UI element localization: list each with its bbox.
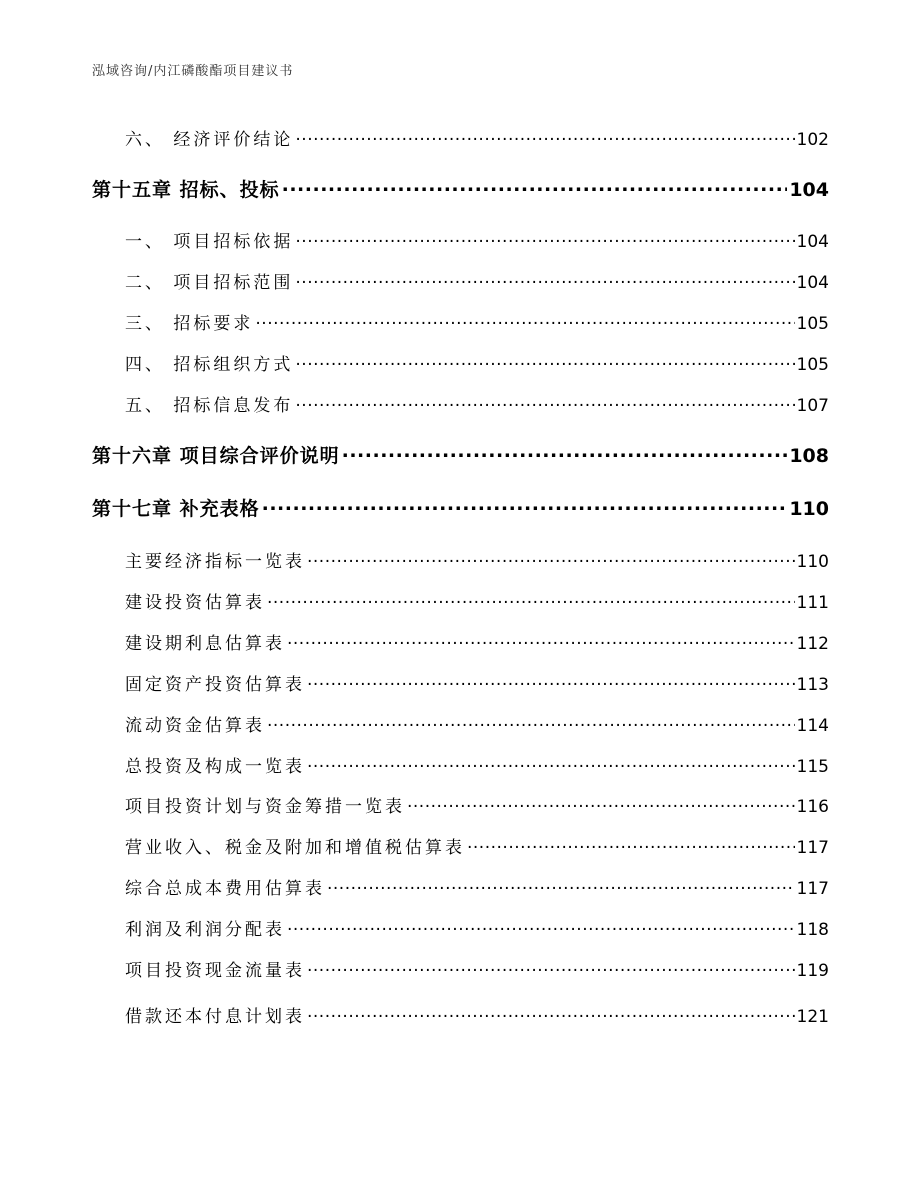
page-header: 泓域咨询/内江磷酸酯项目建议书 bbox=[92, 64, 294, 79]
toc-leader-dots bbox=[307, 755, 795, 772]
toc-entry-label: 六、 经济评价结论 bbox=[125, 130, 294, 150]
toc-entry-fixed-asset-investment[interactable] bbox=[125, 670, 829, 695]
toc-leader-dots bbox=[307, 1005, 795, 1022]
toc-entry-page: 118 bbox=[796, 920, 829, 940]
toc-leader-dots bbox=[295, 271, 794, 288]
toc-entry-profit-distribution[interactable] bbox=[125, 915, 829, 940]
toc-entry-label: 二、 项目招标范围 bbox=[125, 273, 294, 293]
toc-leader-dots bbox=[307, 959, 795, 976]
toc-entry-label: 流动资金估算表 bbox=[125, 716, 265, 736]
toc-leader-dots bbox=[262, 496, 788, 515]
toc-entry-label: 建设投资估算表 bbox=[125, 593, 265, 613]
toc-entry-label: 主要经济指标一览表 bbox=[125, 552, 305, 572]
toc-entry-page: 113 bbox=[796, 675, 829, 695]
toc-leader-dots bbox=[287, 918, 795, 935]
toc-entry-label: 固定资产投资估算表 bbox=[125, 675, 305, 695]
toc-entry-label: 项目投资现金流量表 bbox=[125, 961, 305, 981]
toc-entry-page: 116 bbox=[796, 797, 829, 817]
toc-entry-page: 117 bbox=[796, 838, 829, 858]
toc-entry-label: 总投资及构成一览表 bbox=[125, 757, 305, 777]
toc-entry-page: 117 bbox=[796, 879, 829, 899]
toc-entry-revenue-tax[interactable] bbox=[125, 833, 829, 858]
toc-entry-page: 112 bbox=[796, 634, 829, 654]
toc-entry-total-cost[interactable] bbox=[125, 874, 829, 899]
toc-entry-label: 一、 项目招标依据 bbox=[125, 232, 294, 252]
toc-entry-page: 119 bbox=[796, 961, 829, 981]
toc-entry-chapter-16[interactable] bbox=[92, 441, 829, 468]
toc-entry-page: 104 bbox=[796, 273, 829, 293]
toc-entry-cash-flow[interactable] bbox=[125, 956, 829, 981]
toc-entry-label: 项目投资计划与资金筹措一览表 bbox=[125, 797, 405, 817]
toc-entry-page: 105 bbox=[796, 355, 829, 375]
toc-entry-page: 104 bbox=[796, 232, 829, 252]
toc-leader-dots bbox=[307, 673, 795, 690]
toc-entry-page: 111 bbox=[796, 593, 829, 613]
toc-entry-construction-investment[interactable] bbox=[125, 588, 829, 613]
toc-entry-bidding-organization[interactable] bbox=[125, 350, 829, 375]
toc-leader-dots bbox=[295, 128, 794, 145]
toc-entry-label: 第十六章 项目综合评价说明 bbox=[92, 445, 340, 467]
toc-leader-dots bbox=[282, 177, 788, 196]
toc-leader-dots bbox=[307, 550, 795, 567]
toc-entry-label: 利润及利润分配表 bbox=[125, 920, 285, 940]
toc-entry-page: 104 bbox=[789, 179, 829, 201]
toc-entry-investment-plan-funding[interactable] bbox=[125, 792, 829, 817]
toc-leader-dots bbox=[467, 836, 795, 853]
toc-entry-bidding-requirements[interactable] bbox=[125, 309, 829, 334]
toc-entry-main-economic-indicators[interactable] bbox=[125, 547, 829, 572]
toc-entry-page: 108 bbox=[789, 445, 829, 467]
toc-entry-working-capital[interactable] bbox=[125, 711, 829, 736]
toc-entry-bidding-basis[interactable] bbox=[125, 227, 829, 252]
toc-entry-construction-interest[interactable] bbox=[125, 629, 829, 654]
toc-leader-dots bbox=[327, 877, 795, 894]
toc-entry-page: 115 bbox=[796, 757, 829, 777]
toc-entry-label: 建设期利息估算表 bbox=[125, 634, 285, 654]
toc-entry-label: 四、 招标组织方式 bbox=[125, 355, 294, 375]
toc-entry-page: 105 bbox=[796, 314, 829, 334]
toc-entry-label: 五、 招标信息发布 bbox=[125, 396, 294, 416]
toc-leader-dots bbox=[267, 591, 795, 608]
toc-entry-label: 综合总成本费用估算表 bbox=[125, 879, 325, 899]
toc-entry-label: 借款还本付息计划表 bbox=[125, 1007, 305, 1027]
toc-entry-page: 107 bbox=[796, 396, 829, 416]
toc-entry-label: 第十五章 招标、投标 bbox=[92, 179, 280, 201]
toc-leader-dots bbox=[295, 230, 794, 247]
toc-entry-page: 110 bbox=[796, 552, 829, 572]
toc-entry-label: 三、 招标要求 bbox=[125, 314, 254, 334]
toc-entry-page: 121 bbox=[796, 1007, 829, 1027]
toc-entry-chapter-15[interactable] bbox=[92, 175, 829, 202]
toc-leader-dots bbox=[267, 714, 795, 731]
toc-entry-page: 114 bbox=[796, 716, 829, 736]
toc-entry-section-6-economic-conclusion[interactable] bbox=[125, 125, 829, 150]
toc-leader-dots bbox=[295, 353, 794, 370]
toc-leader-dots bbox=[342, 443, 788, 462]
toc-entry-label: 第十七章 补充表格 bbox=[92, 498, 260, 520]
toc-entry-chapter-17[interactable] bbox=[92, 494, 829, 521]
toc-entry-label: 营业收入、税金及附加和增值税估算表 bbox=[125, 838, 465, 858]
toc-leader-dots bbox=[255, 312, 794, 329]
toc-entry-total-investment[interactable] bbox=[125, 752, 829, 777]
toc-leader-dots bbox=[295, 394, 794, 411]
toc-leader-dots bbox=[407, 795, 795, 812]
toc-leader-dots bbox=[287, 632, 795, 649]
toc-entry-page: 110 bbox=[789, 498, 829, 520]
toc-entry-page: 102 bbox=[796, 130, 829, 150]
toc-entry-bidding-scope[interactable] bbox=[125, 268, 829, 293]
toc-entry-loan-repayment[interactable] bbox=[125, 1002, 829, 1027]
toc-entry-bidding-announcement[interactable] bbox=[125, 391, 829, 416]
